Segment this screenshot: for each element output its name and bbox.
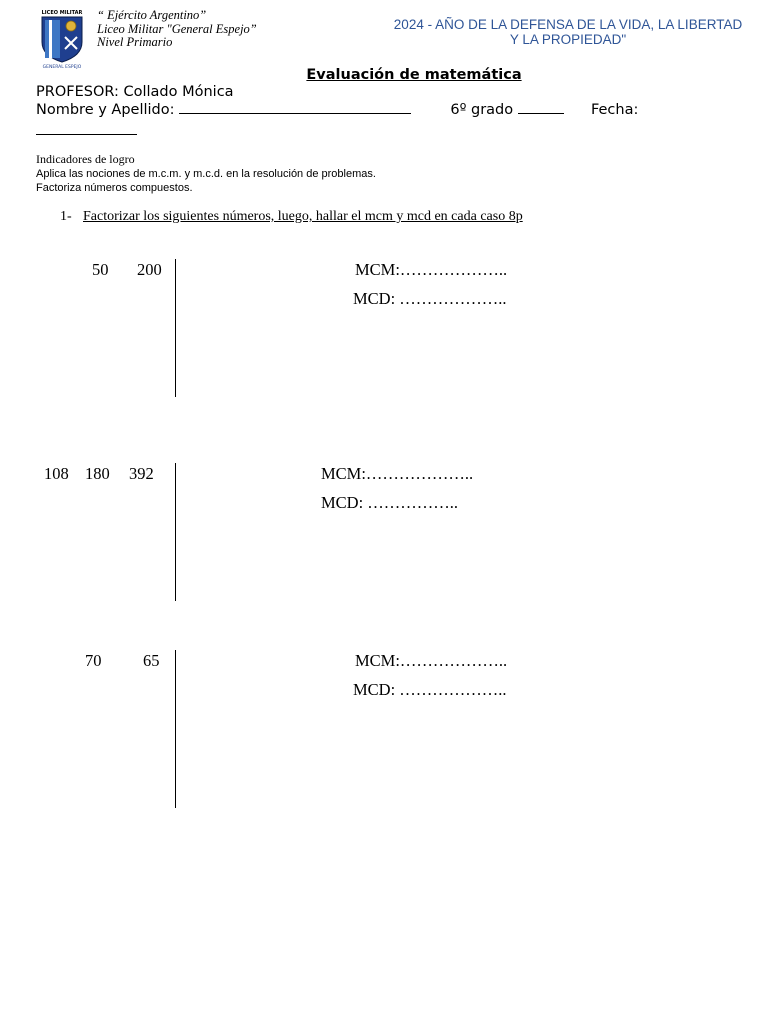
problem-1-number: 200 [137,260,162,279]
year-motto [380,17,756,47]
factor-divider-3 [175,650,176,808]
nombre-label: Nombre y Apellido: [36,102,175,118]
exercise-instruction: Factorizar los siguientes números, luego, hallar el mcm y mcd en cada caso 8p [83,209,523,224]
problem-2-mcm[interactable]: MCM:……………….. [321,464,474,483]
logo-text-bottom: GENERAL ESPEJO [42,65,82,70]
problem-1-mcd[interactable]: MCD: ……………….. [353,289,507,308]
problem-3-mcm[interactable]: MCM:……………….. [355,651,508,670]
problem-1-mcm[interactable]: MCM:……………….. [355,260,508,279]
problem-2-number: 392 [129,464,154,483]
problem-3-mcd[interactable]: MCD: ……………….. [353,680,507,699]
nombre-blank[interactable] [179,101,411,114]
indicator-item: Aplica las nociones de m.c.m. y m.c.d. en la resolución de problemas. [36,168,376,180]
motto-line-2: Y LA PROPIEDAD" [509,32,627,47]
profesor-line: PROFESOR: Collado Mónica [36,84,234,100]
fecha-label: Fecha: [590,102,639,118]
page-title: Evaluación de matemática [306,67,522,83]
indicators-heading: Indicadores de logro [36,152,135,166]
problem-3-number: 65 [143,651,160,670]
factor-divider-2 [175,463,176,601]
school-line-2: Liceo Militar "General Espejo” [97,21,257,36]
school-line-1: “ Ejército Argentino” [97,8,207,22]
school-logo [36,8,88,70]
indicator-item: Factoriza números compuestos. [36,182,193,194]
student-info-line [36,101,638,118]
logo-text-top: LICEO MILITAR [41,10,83,16]
exercise-1 [60,209,523,225]
factor-divider-1 [175,259,176,397]
school-name-block [97,9,257,50]
problem-1-number: 50 [92,260,109,279]
grado-label: 6º grado [450,102,514,118]
fecha-blank[interactable] [36,122,137,135]
school-line-3: Nivel Primario [97,35,173,49]
motto-line-1: 2024 - AÑO DE LA DEFENSA DE LA VIDA, LA LIBERTAD [393,17,743,32]
exercise-number: 1- [60,209,72,224]
problem-2-number: 180 [85,464,110,483]
problem-2-mcd[interactable]: MCD: …………….. [321,493,459,512]
problem-2-number: 108 [44,464,69,483]
problem-3-number: 70 [85,651,102,670]
grado-blank[interactable] [518,101,564,114]
